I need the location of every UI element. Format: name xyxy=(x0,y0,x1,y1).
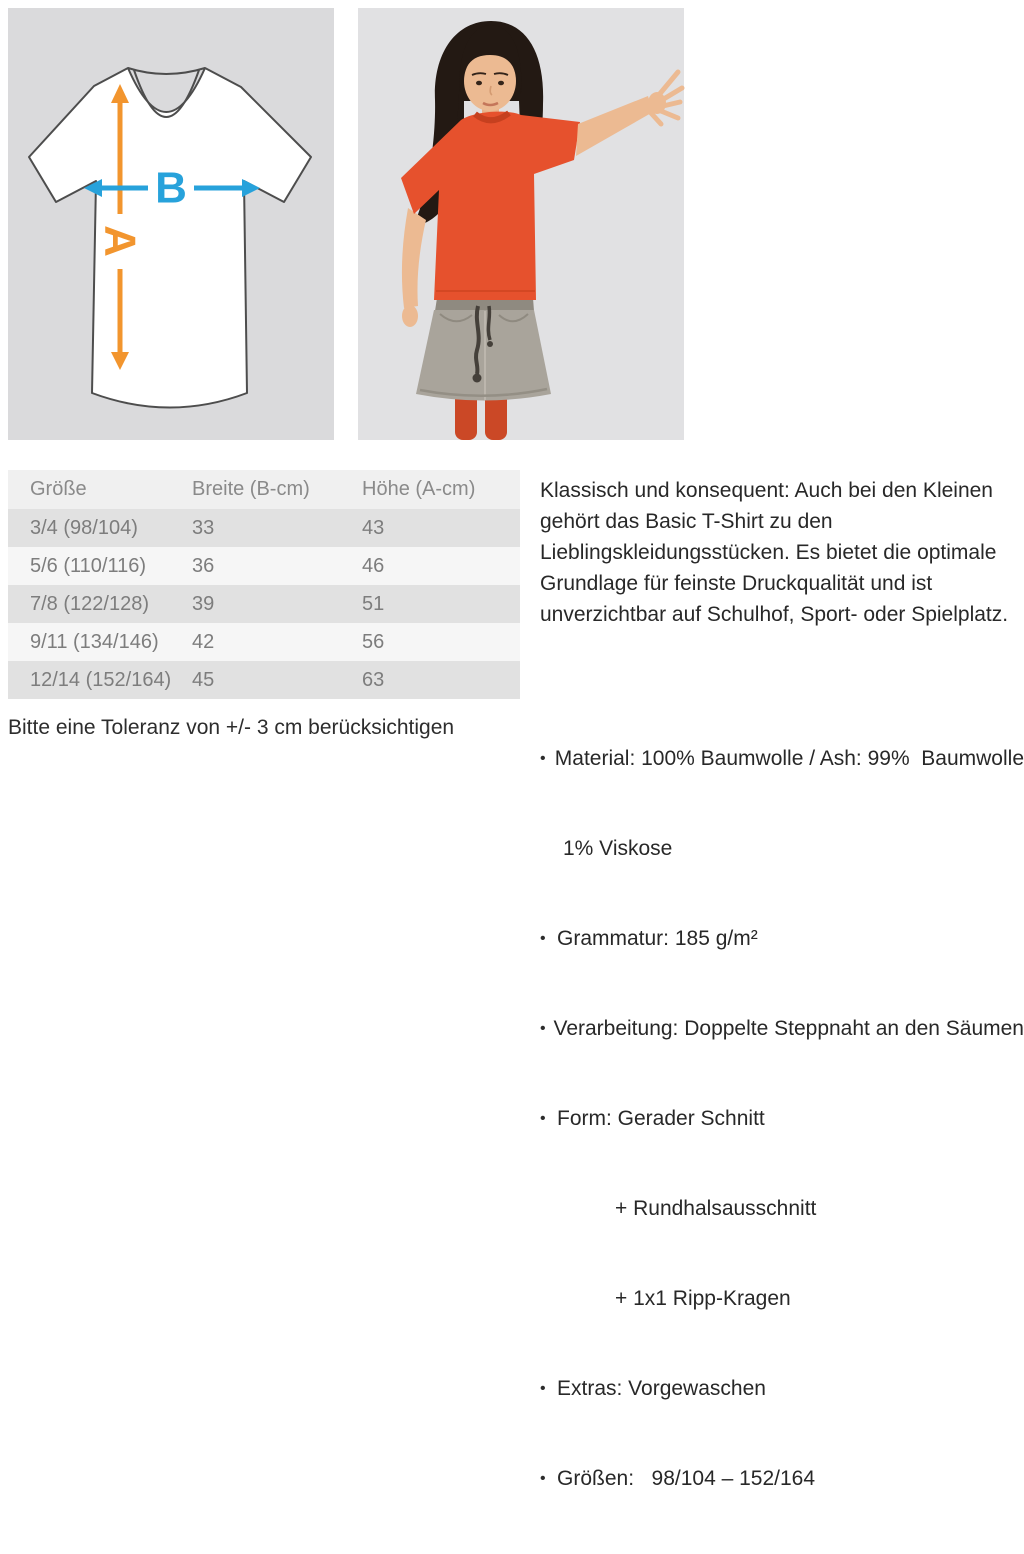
table-row xyxy=(8,623,520,661)
cell-size: 12/14 (152/164) xyxy=(30,668,172,691)
cell-breite: 36 xyxy=(192,554,215,577)
attr-form: Form: Gerader Schnitt xyxy=(557,1107,765,1130)
measure-label-b: B xyxy=(155,163,187,213)
description-line: gehört das Basic T-Shirt zu den xyxy=(540,510,833,533)
col-header-breite: Breite (B-cm) xyxy=(192,470,362,509)
description-line: Grundlage für feinste Druckqualität und ist xyxy=(540,572,933,595)
cell-breite: 42 xyxy=(192,630,215,653)
table-row xyxy=(8,661,520,699)
bullet-icon: • xyxy=(540,750,546,767)
table-row xyxy=(8,509,520,547)
bullet-icon: • xyxy=(540,1470,546,1487)
tshirt-outline xyxy=(29,68,311,408)
attr-form-continuation: + Rundhalsausschnitt xyxy=(615,1197,817,1220)
size-diagram-panel xyxy=(8,8,334,440)
model-skirt xyxy=(416,298,551,401)
cell-size: 3/4 (98/104) xyxy=(30,516,138,539)
cell-size: 5/6 (110/116) xyxy=(30,554,147,577)
list-item xyxy=(540,1374,1024,1404)
cell-hoehe: 63 xyxy=(362,668,385,691)
list-item xyxy=(540,924,1024,954)
list-item xyxy=(540,744,1024,774)
cell-breite: 39 xyxy=(192,592,215,615)
tshirt-measurement-diagram xyxy=(8,8,334,440)
product-attributes xyxy=(540,684,1024,1554)
attr-extras: Extras: Vorgewaschen xyxy=(557,1377,766,1400)
model-photo-illustration xyxy=(358,8,684,440)
attr-groessen: Größen: 98/104 – 152/164 xyxy=(557,1467,816,1490)
cell-breite: 33 xyxy=(192,516,215,539)
tolerance-note: Bitte eine Toleranz von +/- 3 cm berücksichtigen xyxy=(8,716,455,739)
bullet-icon: • xyxy=(540,930,546,947)
cell-hoehe: 43 xyxy=(362,516,385,539)
description-line: Klassisch und konsequent: Auch bei den Kleinen xyxy=(540,479,993,502)
list-item xyxy=(540,1464,1024,1494)
bullet-icon: • xyxy=(540,1380,546,1397)
cell-hoehe: 56 xyxy=(362,630,385,653)
list-item xyxy=(540,1014,1024,1044)
bullet-icon: • xyxy=(540,1020,546,1037)
cell-size: 7/8 (122/128) xyxy=(30,592,149,615)
measure-label-a: A xyxy=(95,225,145,257)
attr-material-continuation: 1% Viskose xyxy=(563,837,673,860)
model-photo-panel xyxy=(358,8,684,440)
description-line: unverzichtbar auf Schulhof, Sport- oder Spielplatz. xyxy=(540,603,1009,626)
attr-material: Material: 100% Baumwolle / Ash: 99% Baumwolle xyxy=(554,747,1024,770)
col-header-groesse: Größe xyxy=(8,470,192,509)
cell-breite: 45 xyxy=(192,668,215,691)
product-description xyxy=(540,475,1024,630)
bullet-icon: • xyxy=(540,1110,546,1127)
table-row xyxy=(8,547,520,585)
list-item xyxy=(540,1104,1024,1134)
cell-size: 9/11 (134/146) xyxy=(30,630,159,653)
attr-form-continuation: + 1x1 Ripp-Kragen xyxy=(615,1287,791,1310)
table-row xyxy=(8,585,520,623)
table-header-row xyxy=(8,470,520,509)
description-line: Lieblingskleidungsstücken. Es bietet die optimale xyxy=(540,541,997,564)
attr-grammatur: Grammatur: 185 g/m² xyxy=(557,927,758,950)
cell-hoehe: 46 xyxy=(362,554,385,577)
cell-hoehe: 51 xyxy=(362,592,385,615)
col-header-hoehe: Höhe (A-cm) xyxy=(362,470,520,509)
size-table xyxy=(8,470,520,699)
attr-verarbeitung: Verarbeitung: Doppelte Steppnaht an den Säumen xyxy=(553,1017,1024,1040)
